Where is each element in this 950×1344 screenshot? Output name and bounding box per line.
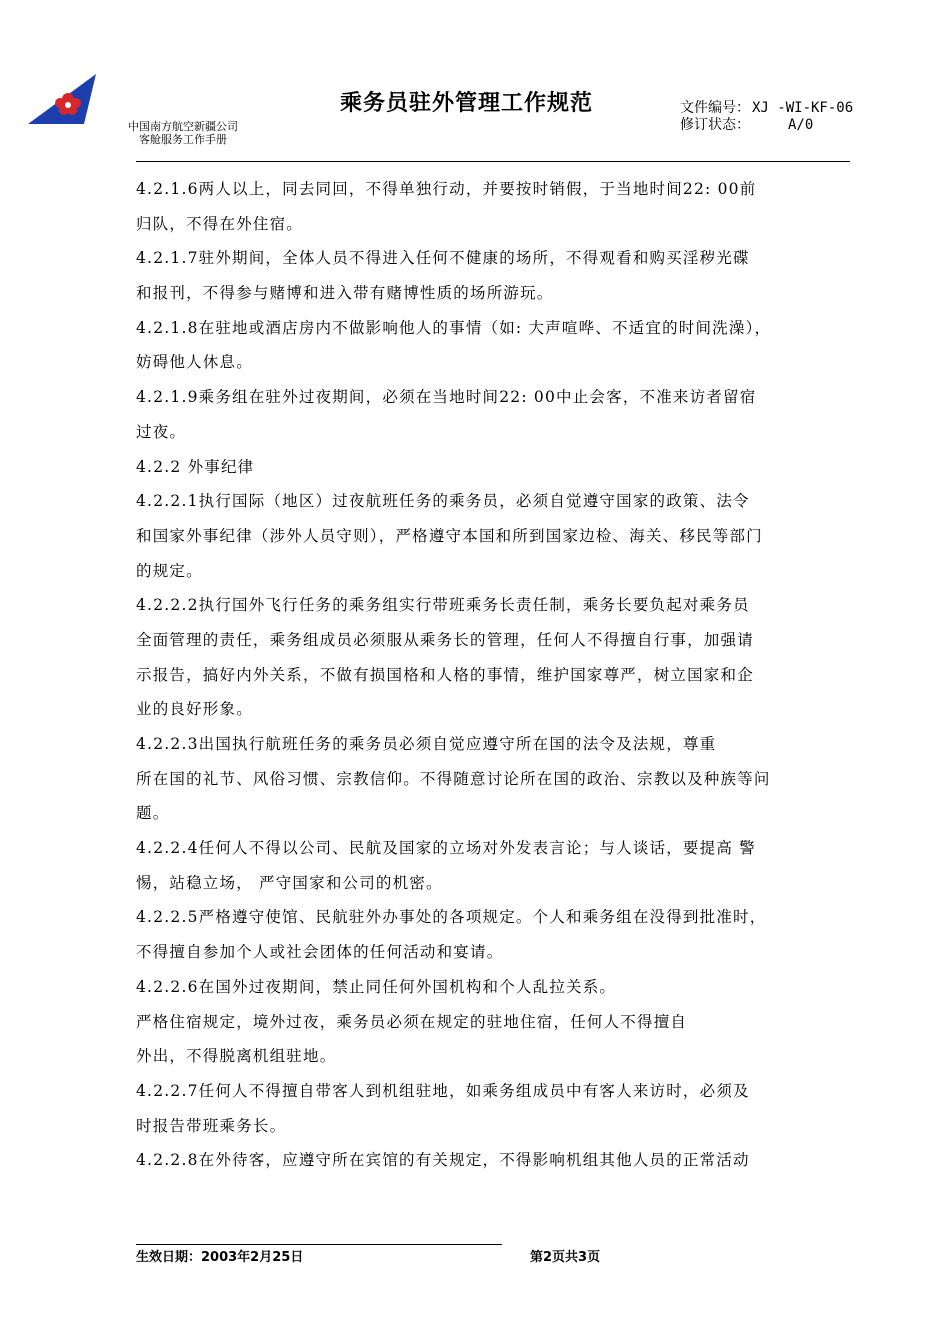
- body-line: 的规定。: [136, 561, 203, 580]
- body-line: 时报告带班乘务长。: [136, 1116, 287, 1135]
- body-line: 严格住宿规定，境外过夜，乘务员必须在规定的驻地住宿，任何人不得擅自: [136, 1012, 688, 1031]
- body-line: 4.2.1.9乘务组在驻外过夜期间，必须在当地时间22: 00中止会客，不准来访者留宿: [136, 388, 757, 407]
- company-logo: [28, 74, 96, 124]
- company-line-1: 中国南方航空新疆公司: [128, 120, 238, 133]
- section-heading: 4.2.2 外事纪律: [136, 457, 255, 476]
- company-name: [128, 120, 238, 146]
- body-line: 题。: [136, 804, 170, 823]
- body-line: 4.2.2.8在外待客，应遵守所在宾馆的有关规定，不得影响机组其他人员的正常活动: [136, 1151, 750, 1170]
- company-line-2: 客舱服务工作手册: [139, 133, 227, 146]
- body-line: 和国家外事纪律（涉外人员守则），严格遵守本国和所到国家边检、海关、移民等部门: [136, 526, 763, 545]
- body-line: 业的良好形象。: [136, 700, 253, 719]
- body-line: 4.2.1.7驻外期间，全体人员不得进入任何不健康的场所，不得观看和购买淫秽光碟: [136, 249, 750, 268]
- body-line: 4.2.2.2执行国外飞行任务的乘务组实行带班乘务长责任制，乘务长要负起对乘务员: [136, 596, 750, 615]
- header-divider: [136, 161, 850, 162]
- body-line: 外出，不得脱离机组驻地。: [136, 1047, 337, 1066]
- body-line: 不得擅自参加个人或社会团体的任何活动和宴请。: [136, 943, 504, 962]
- body-line: 4.2.1.6两人以上，同去同回，不得单独行动，并要按时销假，于当地时间22: 00前: [136, 180, 757, 198]
- body-line: 所在国的礼节、风俗习惯、宗教信仰。不得随意讨论所在国的政治、宗教以及种族等问: [136, 769, 771, 788]
- document-meta: [680, 100, 853, 134]
- revision-label: 修订状态：: [680, 117, 750, 133]
- body-line: 过夜。: [136, 422, 187, 441]
- document-body: [136, 172, 850, 1178]
- footer-divider: [136, 1244, 502, 1245]
- body-line: 和报刊，不得参与赌博和进入带有赌博性质的场所游玩。: [136, 284, 554, 303]
- body-line: 4.2.2.5严格遵守使馆、民航驻外办事处的各项规定。个人和乘务组在没得到批准时，: [136, 908, 767, 927]
- body-line: 4.2.2.3出国执行航班任务的乘务员必须自觉应遵守所在国的法令及法规，尊重: [136, 735, 717, 753]
- revision-row: [680, 117, 853, 134]
- body-line: 4.2.1.8在驻地或酒店房内不做影响他人的事情（如: 大声喧哗、不适宜的时间洗澡），: [136, 318, 772, 337]
- body-line: 4.2.2.4任何人不得以公司、民航及国家的立场对外发表言论；与人谈话，要提高 警: [136, 839, 756, 858]
- body-line: 归队，不得在外住宿。: [136, 214, 304, 233]
- body-line: 妨碍他人休息。: [136, 353, 253, 372]
- body-line: 全面管理的责任，乘务组成员必须服从乘务长的管理，任何人不得擅自行事，加强请: [136, 630, 754, 649]
- effective-date: 生效日期：2003年2月25日: [136, 1250, 304, 1265]
- page-number: 第2页共3页: [530, 1250, 601, 1265]
- revision-value: A/0: [788, 117, 814, 133]
- body-line: 4.2.2.1执行国际（地区）过夜航班任务的乘务员，必须自觉遵守国家的政策、法令: [136, 492, 750, 511]
- body-line: 示报告，搞好内外关系，不做有损国格和人格的事情，维护国家尊严，树立国家和企: [136, 665, 754, 684]
- doc-number-label: 文件编号：: [680, 100, 750, 116]
- doc-number-value: XJ -WI-KF-06: [752, 100, 854, 116]
- doc-number-row: [680, 100, 853, 117]
- body-line: 4.2.2.7任何人不得擅自带客人到机组驻地，如乘务组成员中有客人来访时，必须及: [136, 1081, 750, 1100]
- body-line: 4.2.2.6在国外过夜期间，禁止同任何外国机构和个人乱拉关系。: [136, 977, 617, 996]
- document-title: 乘务员驻外管理工作规范: [340, 91, 594, 116]
- body-line: 惕，站稳立场， 严守国家和公司的机密。: [136, 873, 443, 892]
